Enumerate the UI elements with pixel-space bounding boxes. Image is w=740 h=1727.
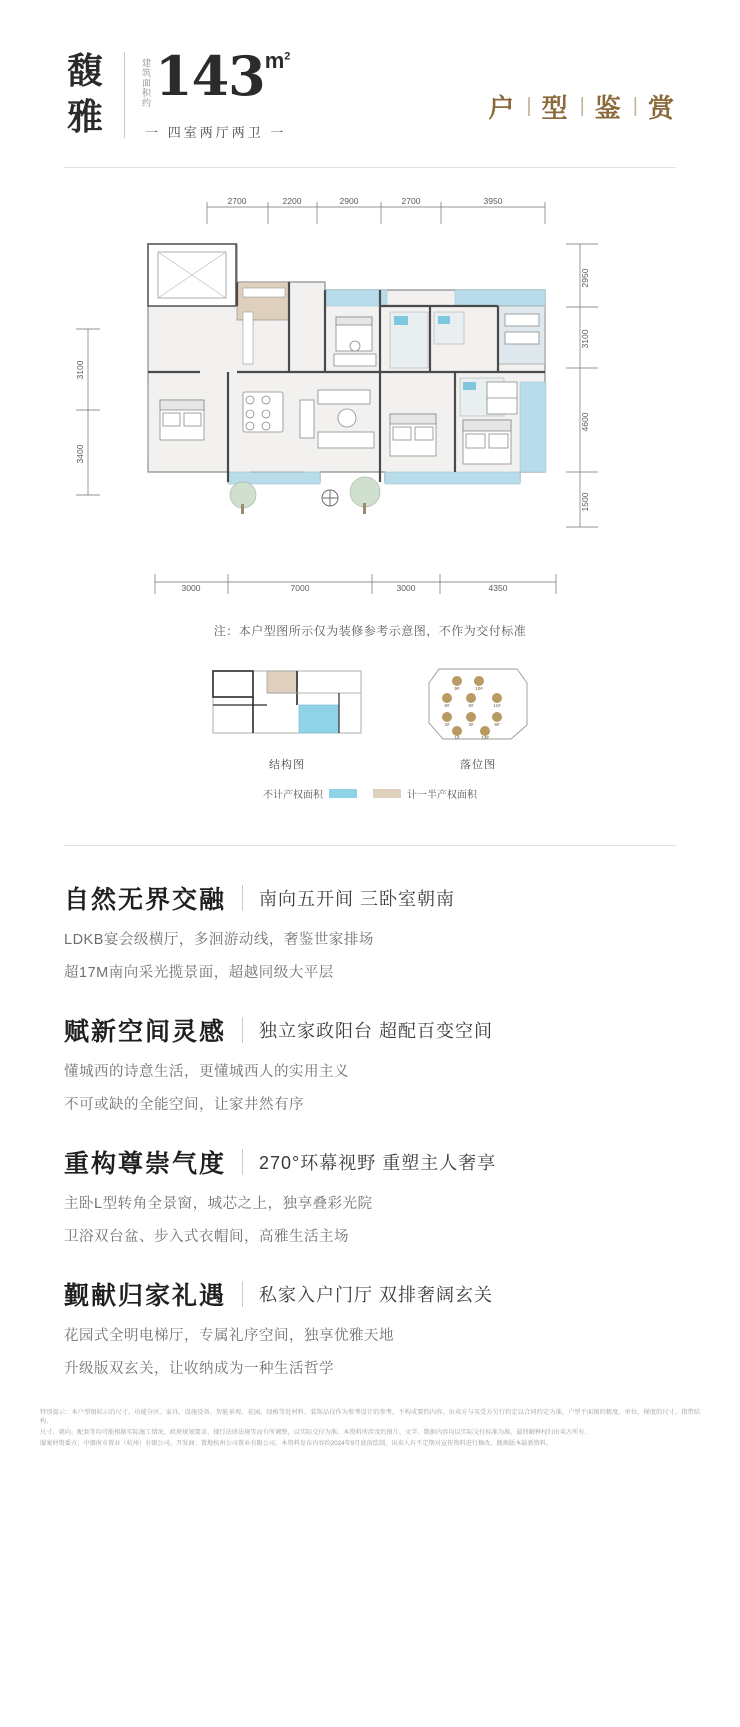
title-sep-3: | xyxy=(632,95,638,117)
feature-divider xyxy=(242,885,243,911)
structure-diagram-svg xyxy=(207,665,367,743)
title-char-1: 户 xyxy=(488,94,517,124)
structure-caption: 结构图 xyxy=(269,759,305,771)
feature-divider xyxy=(242,1281,243,1307)
dim-bottom-1: 3000 xyxy=(181,583,201,593)
svg-text:1#: 1# xyxy=(454,735,460,740)
dim-top-3: 2900 xyxy=(339,196,359,206)
feature-subtitle: 私家入户门厅 双排奢阔玄关 xyxy=(259,1285,494,1305)
dim-top-1: 2700 xyxy=(227,196,247,206)
area-number: 143 xyxy=(155,44,265,108)
legend xyxy=(0,786,740,801)
feature-divider xyxy=(242,1149,243,1175)
legend-swatch-beige xyxy=(373,789,401,798)
feature-subtitle: 南向五开间 三卧室朝南 xyxy=(259,889,456,909)
feature-list xyxy=(0,846,740,1378)
feature-item xyxy=(64,880,676,982)
disclaimer-line-3: 服案材资委方：中烟南市置业（杭州）有限公司。开发商：置地杭州公司置业有限公司。本资料发布内容约2024年9月底前绘制，出卖人有不定期对宣传资料进行修改、撤换版本最新资料。 xyxy=(40,1440,553,1447)
feature-line: 卫浴双台盆、步入式衣帽间，高雅生活主场 xyxy=(64,1229,349,1245)
header xyxy=(0,0,740,141)
layout-description: 一 四室两厅两卫 一 xyxy=(145,125,287,140)
dim-top-4: 2700 xyxy=(401,196,421,206)
dim-left-1: 3100 xyxy=(75,360,85,380)
parking-diagram-svg xyxy=(423,665,533,743)
feature-subtitle: 270°环幕视野 重塑主人奢享 xyxy=(259,1153,497,1173)
brand-char-2: 雅 xyxy=(66,96,105,138)
feature-title: 赋新空间灵感 xyxy=(64,1017,227,1046)
svg-text:6#: 6# xyxy=(444,703,450,708)
header-divider xyxy=(64,167,676,168)
svg-text:11#: 11# xyxy=(493,703,501,708)
area-unit xyxy=(265,48,291,74)
header-left xyxy=(64,44,291,141)
dim-right-3: 4600 xyxy=(580,412,590,432)
feature-line: 超17M南向采光揽景面，超越同级大平层 xyxy=(64,965,334,981)
compass-icon xyxy=(322,490,338,506)
plan-note: 注：本户型图所示仅为装修参考示意图，不作为交付标准 xyxy=(213,624,527,638)
svg-text:9#: 9# xyxy=(454,686,460,691)
feature-line: 升级版双玄关，让收纳成为一种生活哲学 xyxy=(64,1361,334,1377)
feature-line: 花园式全明电梯厅，专属礼序空间，独享优雅天地 xyxy=(64,1328,394,1344)
dim-right-1: 2950 xyxy=(580,268,590,288)
plan-body xyxy=(148,244,546,514)
title-sep-1: | xyxy=(526,95,532,117)
legend-label-blue: 不计产权面积 xyxy=(263,790,323,801)
legal-disclaimer xyxy=(40,1408,700,1474)
area-group xyxy=(141,44,291,141)
dim-top-5: 3950 xyxy=(483,196,503,206)
dim-bottom-3: 3000 xyxy=(396,583,416,593)
feature-title: 自然无界交融 xyxy=(64,885,227,914)
header-right-title xyxy=(488,48,676,125)
feature-line: 懂城西的诗意生活，更懂城西人的实用主义 xyxy=(64,1064,349,1080)
dim-right-4: 1500 xyxy=(580,492,590,512)
title-sep-2: | xyxy=(579,95,585,117)
disclaimer-line-1: 特别提示：本户型图标示的尺寸、功能分区、家具、设施设备、智能景观、花园、绿植等处材料、装饰品仅作为参考设计的参考，不构成要约内容，出卖方与买受方另行约定以合同约定为准，户型平面图的精度、单位、梯度的尺寸、指带结构、 xyxy=(40,1409,700,1425)
feature-subtitle: 独立家政阳台 超配百变空间 xyxy=(259,1021,494,1041)
feature-head xyxy=(64,880,676,916)
feature-head xyxy=(64,1276,676,1312)
feature-line: LDKB宴会级横厅，多洄游动线，奢鉴世家排场 xyxy=(64,932,374,948)
parking-caption: 落位图 xyxy=(460,759,496,771)
dim-top-2: 2200 xyxy=(282,196,302,206)
feature-title: 觐献归家礼遇 xyxy=(64,1281,227,1310)
legend-item-beige xyxy=(373,786,477,801)
feature-item xyxy=(64,1144,676,1246)
dim-bottom-2: 7000 xyxy=(290,583,310,593)
brand-divider xyxy=(124,52,125,138)
brand-char-1: 馥 xyxy=(66,50,105,92)
feature-item xyxy=(64,1276,676,1378)
legend-label-beige: 计一半产权面积 xyxy=(407,790,477,801)
feature-head xyxy=(64,1012,676,1048)
dim-right-2: 3100 xyxy=(580,329,590,349)
floor-plan-svg xyxy=(0,182,740,612)
svg-text:13#: 13# xyxy=(481,735,489,740)
feature-title: 重构尊崇气度 xyxy=(64,1149,227,1178)
feature-item xyxy=(64,1012,676,1114)
svg-text:3#: 3# xyxy=(468,722,474,727)
svg-text:5#: 5# xyxy=(468,703,474,708)
dim-bottom-4: 4350 xyxy=(488,583,508,593)
feature-line: 不可或缺的全能空间，让家井然有序 xyxy=(64,1097,304,1113)
mini-diagrams xyxy=(0,665,740,772)
title-char-3: 鉴 xyxy=(594,94,623,124)
feature-divider xyxy=(242,1017,243,1043)
svg-text:10#: 10# xyxy=(475,686,483,691)
area-unit-text: m xyxy=(264,48,285,73)
feature-head xyxy=(64,1144,676,1180)
legend-item-blue xyxy=(263,786,357,801)
area-block xyxy=(141,44,291,114)
disclaimer-line-2: 尺寸、朝向、配套等均可能根据实际施工情况、政府规划要求、现行法律法规等而有所调整，以实际交付为准。本资料所涉及的图片、文字、数据内容均以实际交付标准为准，最终解释权归出卖方所有。 xyxy=(40,1429,591,1436)
floor-plan xyxy=(0,182,740,612)
area-tag-label: 建筑面积约 xyxy=(141,58,151,108)
svg-text:2#: 2# xyxy=(444,722,450,727)
structure-diagram xyxy=(207,665,367,772)
brand-name xyxy=(64,48,108,140)
dim-left-2: 3400 xyxy=(75,444,85,464)
legend-swatch-blue xyxy=(329,789,357,798)
svg-text:8#: 8# xyxy=(494,722,500,727)
feature-line: 主卧L型转角全景窗，城芯之上，独享叠彩光院 xyxy=(64,1196,373,1212)
title-char-4: 赏 xyxy=(647,94,676,124)
title-char-2: 型 xyxy=(541,94,570,124)
parking-diagram xyxy=(423,665,533,772)
area-unit-sup: 2 xyxy=(284,50,291,63)
